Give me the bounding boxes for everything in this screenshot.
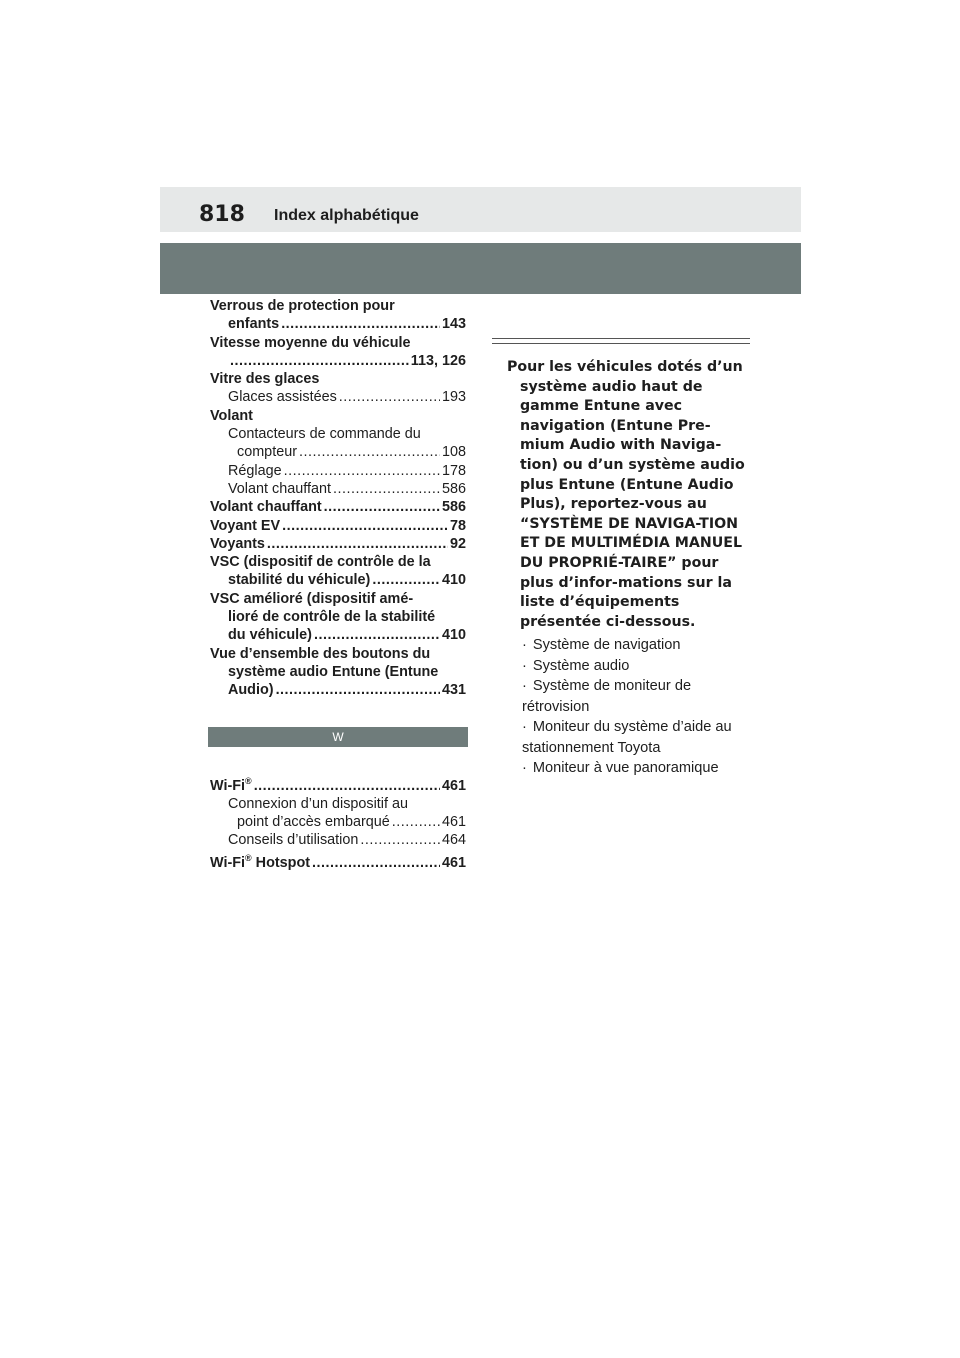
entry-text: lioré de contrôle de la stabilité [228,609,436,626]
equipment-label: Moniteur du système d’aide au stationnement Toyota [522,719,732,756]
entry-text: Audio) [228,682,274,699]
leader-dots [284,462,440,480]
entry-text: Volant chauffant [210,499,322,516]
wifi-label: Wi-Fi [210,854,246,871]
equipment-label: Système de moniteur de rétrovision [522,678,692,715]
index-subentry[interactable] [210,480,466,498]
index-subentry[interactable] [210,425,466,462]
hotspot-label: Hotspot [251,854,311,871]
page-ref: 410 [441,572,466,589]
page-ref: 431 [441,682,466,699]
equipment-label: Système de navigation [532,637,681,654]
page-ref: 78 [449,517,466,534]
index-entry[interactable] [210,334,466,371]
entry-text: enfants [228,316,280,333]
entry-text: du véhicule) [228,627,312,644]
index-entry[interactable] [210,645,466,700]
page-ref: 410 [441,627,466,644]
index-subentry[interactable] [210,462,466,480]
double-rule [492,338,750,344]
page-ref: 193 [441,389,466,406]
entry-text: stabilité du véhicule) [228,572,371,589]
bullet-dot-icon: · [522,719,527,736]
entry-text: Volant [210,407,253,424]
index-entry[interactable] [210,498,466,516]
entry-text: Voyants [210,535,265,552]
leader-dots [333,480,440,498]
page-ref: 586 [441,480,466,497]
equipment-list-item [522,758,750,779]
equipment-label: Moniteur à vue panoramique [532,760,719,777]
page-ref: 143 [441,316,466,333]
page-ref: 586 [441,499,466,516]
leader-dots [324,498,440,516]
leader-dots [276,681,440,699]
equipment-list-item [522,656,750,677]
leader-dots [267,535,448,553]
entry-text: Connexion d’un dispositif au [228,795,409,812]
index-subentry[interactable] [210,831,466,849]
leader-dots [339,388,440,406]
index-entry[interactable] [210,535,466,553]
letter-divider-w: W [208,727,468,747]
leader-dots [230,352,409,370]
leader-dots [281,315,440,333]
index-entry[interactable] [210,590,466,645]
index-entry[interactable] [210,297,466,334]
entry-text: VSC (dispositif de contrôle de la [210,554,431,571]
page-ref: 113, 126 [410,352,466,369]
entry-text: Conseils d’utilisation [228,832,359,849]
leader-dots [312,854,440,872]
entry-text: Verrous de protection pour [210,298,395,314]
page-ref: 464 [441,832,466,849]
index-entry[interactable] [210,370,466,388]
entry-text: Vitre des glaces [210,371,320,388]
page-ref: 461 [441,814,466,831]
note-text: Pour les véhicules dotés d’un système audio haut de gamme Entune avec navigation (Entune Pre-mium Audio with Naviga-tion) ou d’un système audio plus Entune (Entune Audio Plus), reportez-vous au “SYSTÈME DE NAVIGA-TION ET DE MULTIMÉDIA MANUEL DU PROPRIÉ-TAIRE” pour plus d’infor-mations sur la liste d’équipements présentée ci-dessous. [507,359,745,630]
page-ref: 178 [441,462,466,479]
leader-dots [282,517,448,535]
leader-dots [254,777,440,795]
page-title: Index alphabétique [274,207,419,224]
leader-dots [314,626,440,644]
equipment-list-item [522,676,750,717]
page-ref: 92 [449,535,466,552]
entry-text: Volant chauffant [228,480,331,497]
leader-dots [360,831,440,849]
page-number: 818 [199,202,245,227]
entry-text: VSC amélioré (dispositif amé- [210,590,414,607]
leader-dots [392,813,440,831]
index-entry-wifi-hotspot[interactable] [210,854,466,872]
entry-text: compteur [237,444,297,461]
entry-text: Contacteurs de commande du [228,426,421,443]
equipment-list-item [522,717,750,758]
entry-text: système audio Entune (Entune [228,663,439,680]
leader-dots [372,571,440,589]
index-v-entries [210,297,466,700]
index-entry-wifi[interactable] [210,777,466,795]
entry-text: Vitesse moyenne du véhicule [210,334,411,351]
bullet-dot-icon: · [522,637,527,654]
registered-mark: ® [245,775,252,786]
note-column [492,338,750,779]
bullet-dot-icon: · [522,657,527,674]
entry-text: point d’accès embarqué [237,814,390,831]
entry-text: Réglage [228,462,282,479]
equipment-list [492,635,750,779]
page-ref: 461 [441,777,466,794]
index-entry[interactable] [210,553,466,590]
index-column [210,297,466,872]
index-entry[interactable] [210,407,466,425]
entry-text: Voyant EV [210,517,281,534]
index-subentry[interactable] [210,388,466,406]
bullet-dot-icon: · [522,678,527,695]
page-ref: 108 [441,444,466,461]
header-bar [160,187,801,232]
index-entry[interactable] [210,517,466,535]
leader-dots [299,443,440,461]
entry-text: Glaces assistées [228,389,337,406]
registered-mark: ® [245,852,252,863]
index-subentry[interactable] [210,795,466,832]
equipment-label: Système audio [532,657,630,674]
entry-text: Vue d’ensemble des boutons du [210,645,431,662]
bullet-dot-icon: · [522,760,527,777]
section-band [160,243,801,294]
page-ref: 461 [441,854,466,871]
equipment-list-item [522,635,750,656]
wifi-label: Wi-Fi [210,777,246,794]
